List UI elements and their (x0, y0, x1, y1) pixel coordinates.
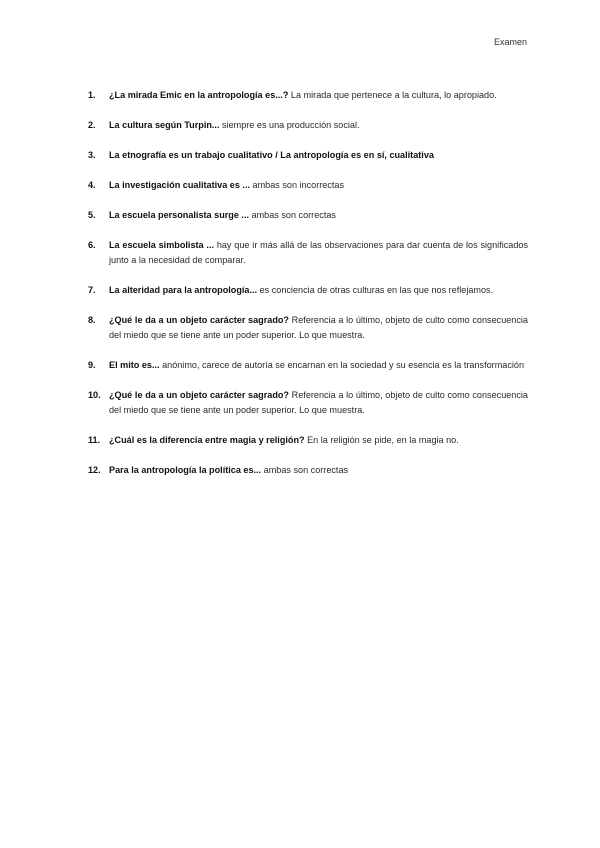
question-number: 12. (88, 465, 101, 475)
question-prompt: ¿La mirada Emic en la antropología es...? (109, 90, 289, 100)
question-answer: hay que ir más allá de las observaciones para dar cuenta de los significados junto a la necesidad de comparar. (109, 240, 528, 265)
question-answer: La mirada que pertenece a la cultura, lo apropiado. (288, 90, 497, 100)
question-answer: siempre es una producción social. (219, 120, 360, 130)
question-answer: es conciencia de otras culturas en las que nos reflejamos. (257, 285, 494, 295)
question-prompt: La investigación cualitativa es ... (109, 180, 251, 190)
question-number: 6. (88, 240, 96, 250)
question-number: 8. (88, 315, 96, 325)
question-answer: Referencia a lo último, objeto de culto como consecuencia del miedo que se tiene ante un poder superior. Lo que muestra. (109, 390, 528, 415)
question-prompt: Para la antropología la política es... (109, 465, 262, 475)
question-prompt: El mito es... (109, 360, 160, 370)
question-prompt: ¿Qué le da a un objeto carácter sagrado? (109, 315, 289, 325)
question-number: 5. (88, 210, 96, 220)
question-number: 10. (88, 390, 101, 400)
question-answer: ambas son correctas (261, 465, 349, 475)
question-prompt: ¿Cuál es la diferencia entre magia y religión? (109, 435, 305, 445)
question-item (88, 463, 528, 478)
question-number: 4. (88, 180, 96, 190)
question-item (88, 313, 528, 343)
question-prompt: La etnografía es un trabajo cualitativo / La antropología es en sí, cualitativa (109, 150, 434, 160)
question-number: 7. (88, 285, 96, 295)
question-item (88, 178, 528, 193)
question-item (88, 88, 528, 103)
question-number: 2. (88, 120, 96, 130)
question-prompt: La alteridad para la antropología... (109, 285, 258, 295)
question-item (88, 358, 528, 373)
question-item (88, 208, 528, 223)
question-number: 11. (88, 435, 101, 445)
question-item (88, 148, 528, 163)
header-label: Examen (493, 37, 527, 47)
question-answer: En la religión se pide, en la magia no. (304, 435, 459, 445)
question-answer: ambas son incorrectas (250, 180, 345, 190)
question-prompt: La escuela simbolista ... (109, 240, 214, 250)
question-number: 1. (88, 90, 96, 100)
question-item (88, 283, 528, 298)
question-number: 3. (88, 150, 96, 160)
question-item (88, 238, 528, 268)
question-prompt: ¿Qué le da a un objeto carácter sagrado? (109, 390, 289, 400)
question-answer: anónimo, carece de autoría se encarnan en la sociedad y su esencia es la transformación (159, 360, 525, 370)
question-answer: Referencia a lo último, objeto de culto como consecuencia del miedo que se tiene ante un poder superior. Lo que muestra. (109, 315, 528, 340)
question-answer: ambas son correctas (249, 210, 336, 220)
question-item (88, 433, 528, 448)
question-list (88, 88, 528, 478)
question-item (88, 388, 528, 418)
question-number: 9. (88, 360, 96, 370)
question-prompt: La cultura según Turpin... (109, 120, 220, 130)
question-item (88, 118, 528, 133)
question-prompt: La escuela personalista surge ... (109, 210, 250, 220)
